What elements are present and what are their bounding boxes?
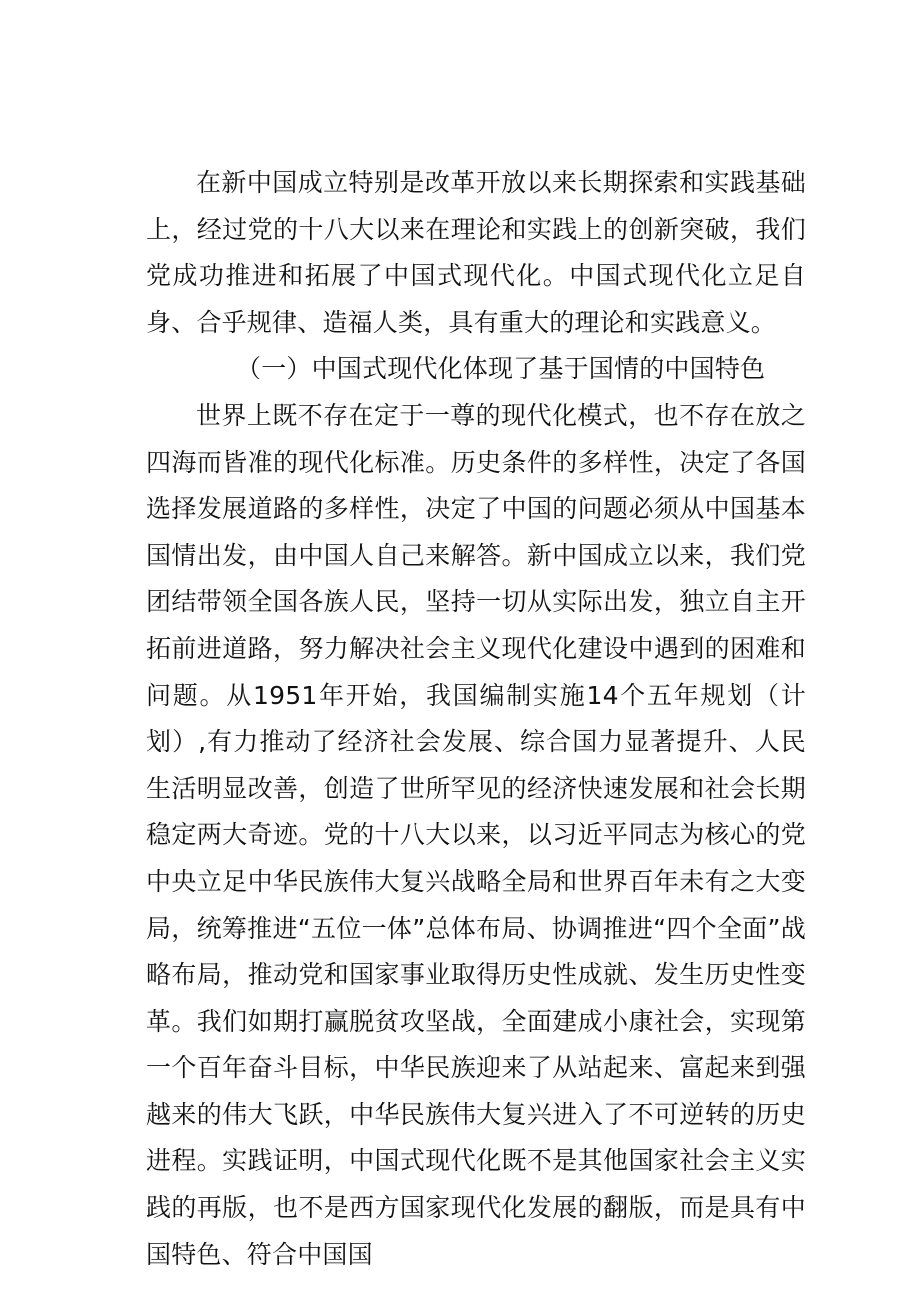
paragraph: 在新中国成立特别是改革开放以来长期探索和实践基础上，经过党的十八大以来在理论和实践上的创新突破，我们党成功推进和拓展了中国式现代化。中国式现代化立足自身、合乎规律、造福人类，具有重大的理论和实践意义。: [146, 168, 806, 337]
section-heading: （一）中国式现代化体现了基于国情的中国特色: [236, 354, 766, 384]
document-body: [146, 160, 806, 1278]
paragraph: 世界上既不存在定于一尊的现代化模式，也不存在放之四海而皆准的现代化标准。历史条件的多样性，决定了各国选择发展道路的多样性，决定了中国的问题必须从中国基本国情出发，由中国人自己来解答。新中国成立以来，我们党团结带领全国各族人民，坚持一切从实际出发，独立自主开拓前进道路，努力解决社会主义现代化建设中遇到的困难和问题。从1951年开始，我国编制实施14个五年规划（计划）,有力推动了经济社会发展、综合国力显著提升、人民生活明显改善，创造了世所罕见的经济快速发展和社会长期稳定两大奇迹。党的十八大以来，以习近平同志为核心的党中央立足中华民族伟大复兴战略全局和世界百年未有之大变局，统筹推进“五位一体”总体布局、协调推进“四个全面”战略布局，推动党和国家事业取得历史性成就、发生历史性变革。我们如期打赢脱贫攻坚战，全面建成小康社会，实现第一个百年奋斗目标，中华民族迎来了从站起来、富起来到强越来的伟大飞跃，中华民族伟大复兴进入了不可逆转的历史进程。实践证明，中国式现代化既不是其他国家社会主义实践的再版，也不是西方国家现代化发展的翻版，而是具有中国特色、符合中国国: [146, 400, 806, 1269]
